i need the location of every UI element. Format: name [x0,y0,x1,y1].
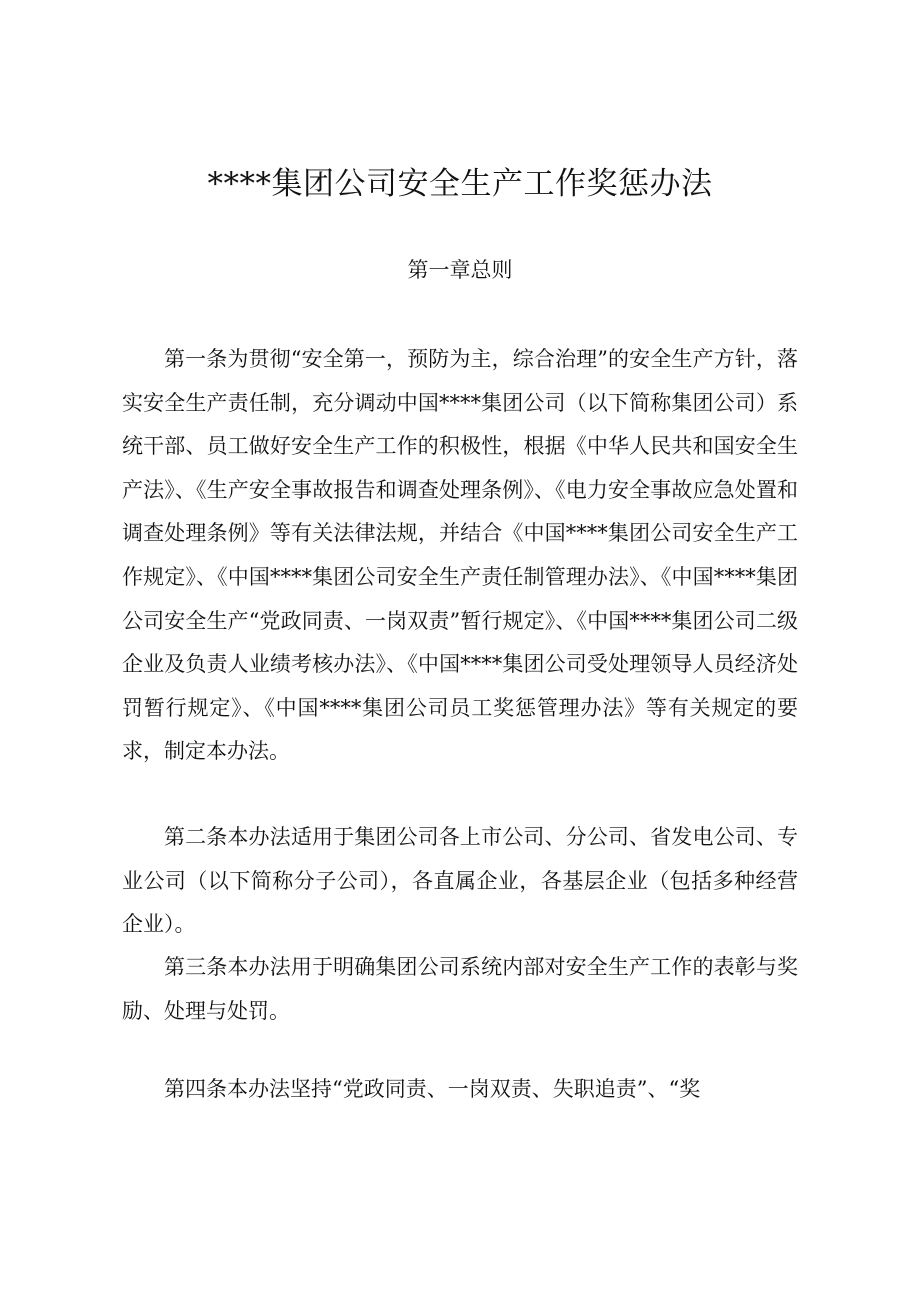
article-3: 第三条本办法用于明确集团公司系统内部对安全生产工作的表彰与奖励、处理与处罚。 [122,955,798,1023]
article-4: 第四条本办法坚持“党政同责、一岗双责、失职追责”、“奖 [164,1077,701,1101]
document-title: ****集团公司安全生产工作奖惩办法 [207,166,713,202]
article-2: 第二条本办法适用于集团公司各上市公司、分公司、省发电公司、专业公司（以下简称分子公司），各直属企业，各基层企业（包括多种经营企业）。 [122,825,798,937]
article-1: 第一条为贯彻“安全第一，预防为主，综合治理”的安全生产方针，落实安全生产责任制，充分调动中国****集团公司（以下简称集团公司）系统干部、员工做好安全生产工作的积极性，根据《中华人民共和国安全生产法》、《生产安全事故报告和调查处理条例》、《电力安全事故应急处置和调查处理条例》等有关法律法规，并结合《中国****集团公司安全生产工作规定》、《中国****集团公司安全生产责任制管理办法》、《中国****集团公司安全生产“党政同责、一岗双责”暂行规定》、《中国****集团公司二级企业及负责人业绩考核办法》、《中国****集团公司受处理领导人员经济处罚暂行规定》、《中国****集团公司员工奖惩管理办法》等有关规定的要求，制定本办法。 [122,347,798,764]
chapter-heading: 第一章总则 [407,258,513,282]
